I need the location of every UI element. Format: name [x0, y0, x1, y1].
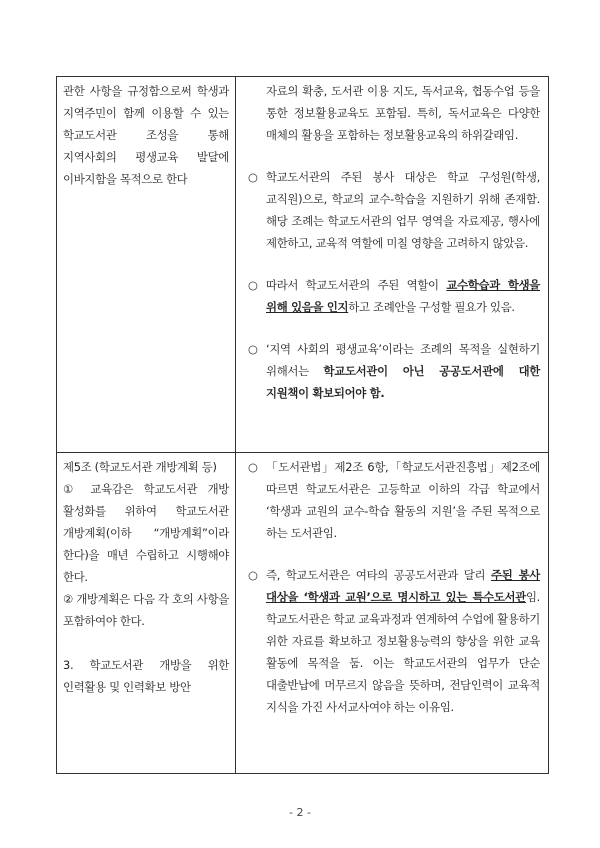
page-number: - 2 - [289, 806, 311, 819]
bullet-marker: ○ [248, 342, 258, 356]
left-cell [57, 453, 236, 774]
bullet-item [244, 456, 540, 544]
bullet-marker: ○ [248, 170, 258, 184]
purpose-text: 관한 사항을 규정함으로써 학생과 지역주민이 함께 이용할 수 있는 학교도서관 조성을 통해 지역사회의 평생교육 발달에 이바지함을 목적으로 한다 [63, 84, 229, 186]
emphasis-text: 학교도서관이 아닌 공공도서관에 대한 지원책이 확보되어야 함. [266, 364, 540, 400]
bullet-text-plain: 즉, 학교도서관은 여타의 공공도서관과 달리 [266, 568, 492, 582]
bullet-text-plain: ‘지역 사회의 평생교육’이라는 조례의 목적을 실현하기 위해서는 [266, 342, 540, 378]
right-cell [236, 453, 549, 774]
article-item: ② 개방계획은 다음 각 호의 사항을 포함하여야 한다. [63, 592, 229, 628]
bullet-text [266, 338, 540, 404]
bullet-item [244, 274, 540, 318]
bullet-marker: ○ [248, 278, 258, 292]
bullet-text [266, 564, 540, 718]
bullet-text [266, 274, 540, 318]
table-row [57, 453, 549, 774]
bullet-text-plain: 따라서 학교도서관의 주된 역할이 [266, 278, 447, 292]
bullet-marker: ○ [248, 568, 258, 582]
left-cell [57, 77, 236, 453]
bullet-text-plain: 하고 조례안을 구성할 필요가 있음. [348, 300, 515, 314]
table-row [57, 77, 549, 453]
continuation-text: 자료의 확충, 도서관 이용 지도, 독서교육, 협동수업 등을 통한 정보활용교육도 포함됨. 특히, 독서교육은 다양한 매체의 활용을 포함하는 정보활용교육의 하위갈래임. [266, 84, 540, 142]
bullet-item [244, 564, 540, 718]
bullet-item [244, 166, 540, 254]
bullet-text-plain: 임. 학교도서관은 학교 교육과정과 연계하여 수업에 활용하기 위한 자료를 확보하고 정보활용능력의 향상을 위한 교육 활동에 목적을 둠. 이는 학교도서관의 업무가 단순 대출반납에 머무르지 않음을 뜻하며, 전담인력이 교육적 지식을 가진 사서교사여야 하는 이유임. [266, 590, 540, 714]
article-title: 제5조 (학교도서관 개방계획 등) [63, 460, 217, 474]
bullet-text: 학교도서관의 주된 봉사 대상은 학교 구성원(학생, 교직원)으로, 학교의 교수-학습을 지원하기 위해 존재함. 해당 조례는 학교도서관의 업무 영역을 자료제공, 행사에 제한하고, 교육적 역할에 미칠 영향을 고려하지 않았음. [266, 170, 540, 250]
right-cell [236, 77, 549, 453]
emphasis-text: 주된 봉사 대상을 ‘학생과 교원’으로 명시하고 있는 특수도서관 [266, 568, 540, 604]
article-item: 3. 학교도서관 개방을 위한 인력활용 및 인력확보 방안 [63, 658, 229, 694]
article-item: ① 교육감은 학교도서관 개방 활성화를 위하여 학교도서관 개방계획(이하 “개방계획”이라 한다)을 매년 수립하고 시행해야 한다. [63, 482, 229, 584]
bullet-item [244, 338, 540, 404]
document-table [56, 76, 549, 774]
bullet-text: 「도서관법」제2조 6항,「학교도서관진흥법」제2조에 따르면 학교도서관은 고등학교 이하의 각급 학교에서 ‘학생과 교원의 교수-학습 활동의 지원’을 주된 목적으로 하는 도서관임. [266, 460, 540, 540]
bullet-marker: ○ [248, 460, 258, 474]
emphasis-text: 교수학습과 학생을 위해 있음을 인지 [266, 278, 540, 314]
